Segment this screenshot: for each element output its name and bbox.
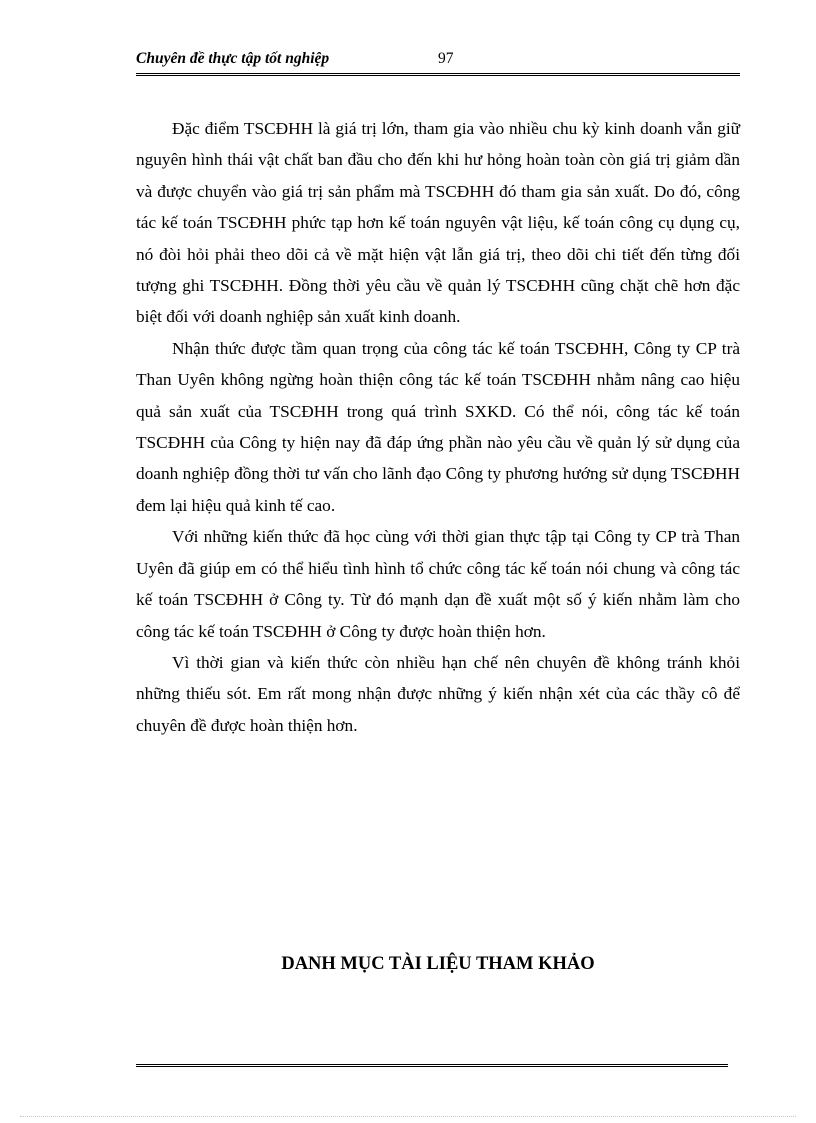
header-double-rule bbox=[136, 73, 740, 76]
paragraph: Vì thời gian và kiến thức còn nhiều hạn chế nên chuyên đề không tránh khỏi những thiếu sót. Em rất mong nhận được những ý kiến nhận xét của các thầy cô để chuyên đề được hoàn thiện hơn. bbox=[136, 652, 740, 735]
paragraph: Với những kiến thức đã học cùng với thời gian thực tập tại Công ty CP trà Than Uyên đã giúp em có thể hiểu tình hình tổ chức công tác kế toán nói chung và công tác kế toán TSCĐHH ở Công ty. Từ đó mạnh dạn đề xuất một số ý kiến nhằm làm cho công tác kế toán TSCĐHH ở Công ty được hoàn thiện hơn. bbox=[136, 527, 740, 641]
page-edge-divider bbox=[20, 1116, 796, 1117]
header-title: Chuyên đề thực tập tốt nghiệp bbox=[136, 50, 330, 67]
paragraph: Đặc điểm TSCĐHH là giá trị lớn, tham gia vào nhiều chu kỳ kinh doanh vẫn giữ nguyên hình thái vật chất ban đầu cho đến khi hư hỏng hoàn toàn còn giá trị giảm dần và được chuyển vào giá trị sản phẩm mà TSCĐHH đó tham gia sản xuất. Do đó, công tác kế toán TSCĐHH phức tạp hơn kế toán nguyên vật liệu, kế toán công cụ dụng cụ, nó đòi hỏi phải theo dõi cả về mặt hiện vật lẫn giá trị, theo dõi chi tiết đến từng đối tượng ghi TSCĐHH. Đồng thời yêu cầu về quản lý TSCĐHH cũng chặt chẽ hơn đặc biệt đối với doanh nghiệp sản xuất kinh doanh. bbox=[136, 119, 740, 327]
page-header bbox=[136, 49, 740, 69]
body-text bbox=[136, 113, 740, 741]
footer-double-rule bbox=[136, 1064, 728, 1067]
paragraph: Nhận thức được tầm quan trọng của công tác kế toán TSCĐHH, Công ty CP trà Than Uyên không ngừng hoàn thiện công tác kế toán TSCĐHH nhằm nâng cao hiệu quả sản xuất của TSCĐHH trong quá trình SXKD. Có thể nói, công tác kế toán TSCĐHH của Công ty hiện nay đã đáp ứng phần nào yêu cầu về quản lý sử dụng của doanh nghiệp đồng thời tư vấn cho lãnh đạo Công ty phương hướng sử dụng TSCĐHH đem lại hiệu quả kinh tế cao. bbox=[136, 338, 740, 515]
page-number: 97 bbox=[438, 50, 454, 67]
references-heading: DANH MỤC TÀI LIỆU THAM KHẢO bbox=[281, 954, 595, 974]
